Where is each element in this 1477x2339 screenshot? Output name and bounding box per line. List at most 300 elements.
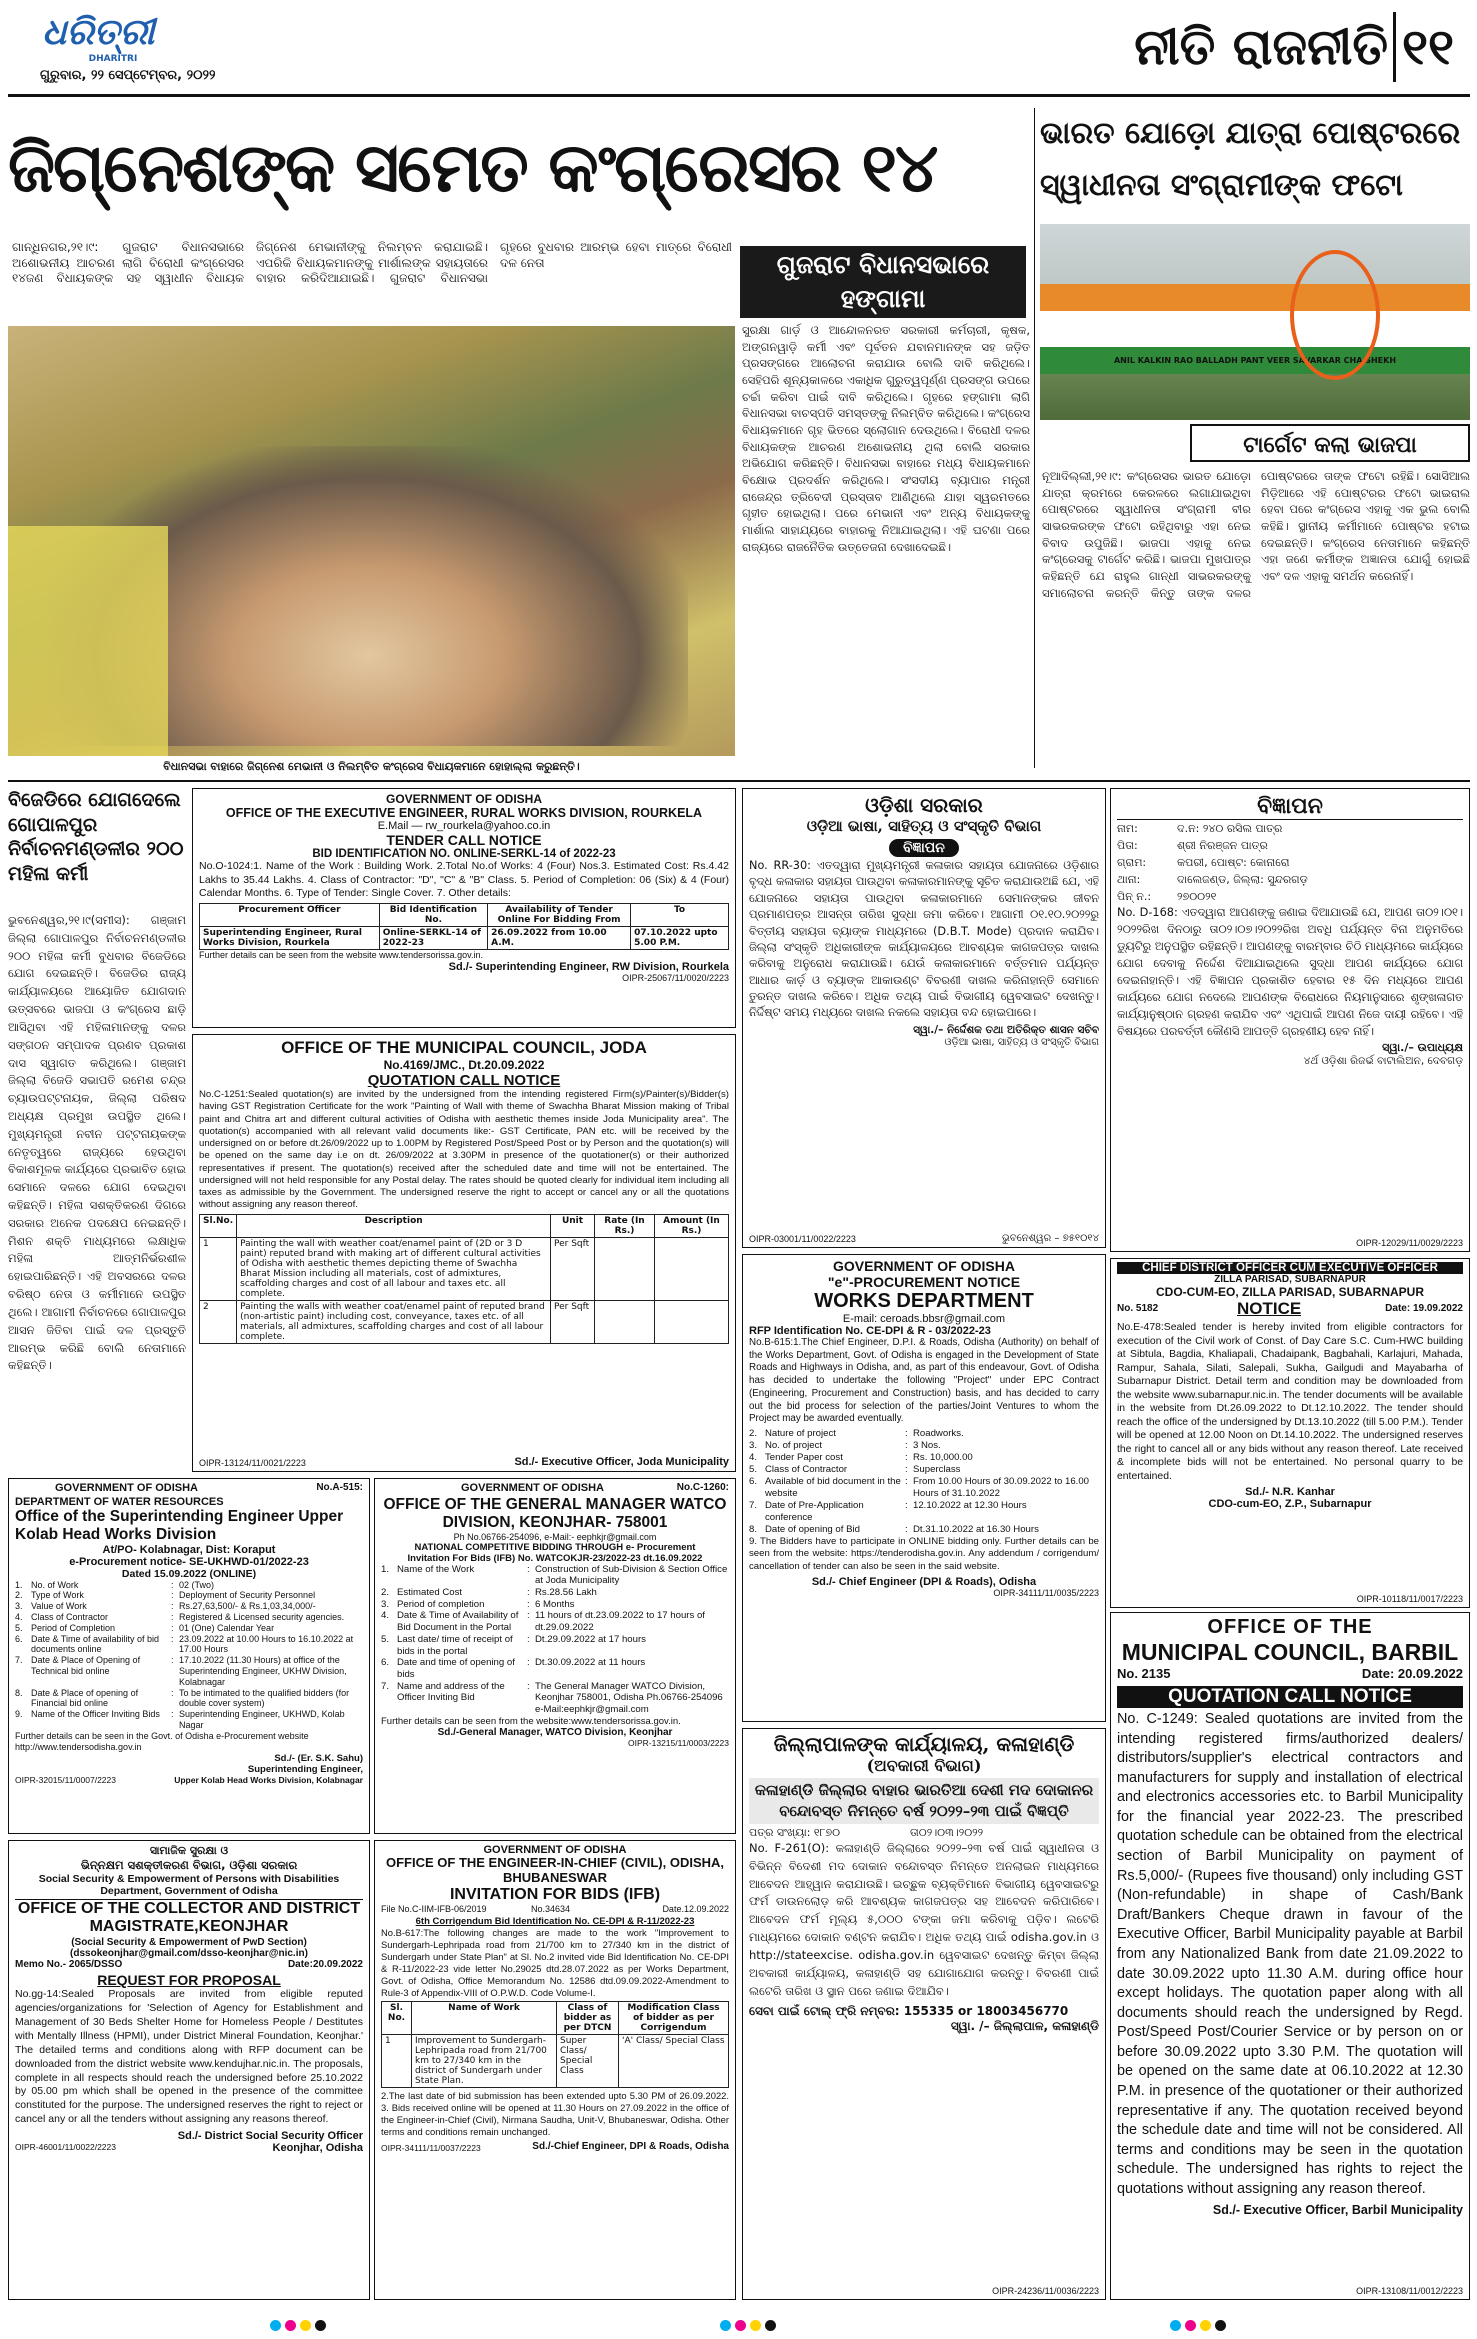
detail-cell: Available of bid document in the website bbox=[765, 1476, 901, 1500]
joda-oipr: OIPR-13124/11/0021/2223 bbox=[199, 1458, 306, 1468]
detail-cell: 5. bbox=[381, 1633, 390, 1645]
rwd-body: No.O-1024:1. Name of the Work : Building Work. 2.Total No.of Works: 4 (Four) Nos.3. Estimated Cost: Rs.4.42 Lakhs to 35.44 Lakhs. 4. Class of Contractor: "D", "C" & "B" Class. 5. Period of Completion: 06 (Six) & 4 (Four) Calendar Months. 6. Type of Tender: Single Cover. 7. Other details: bbox=[199, 860, 729, 900]
watco-no: No.C-1260: bbox=[676, 1482, 729, 1493]
kalahandi-meta: ପତ୍ର ସଂଖ୍ୟା: ୧୮୭୦ ତା୦୨।୦୩।୨୦୨୨ bbox=[749, 1826, 984, 1839]
joda-td bbox=[595, 1237, 655, 1300]
detail-cell: 8. bbox=[749, 1524, 758, 1536]
keonjhar-email: (dssokeonjhar@gmail.com/dsso-keonjhar@nic.in) bbox=[70, 1947, 308, 1959]
detail-cell: Nature of project bbox=[765, 1428, 836, 1440]
detail-cell: From 10.00 Hours of 30.09.2022 to 16.00 Hours of 31.10.2022 bbox=[913, 1476, 1089, 1500]
kolab-sign: Sd./- (Er. S.K. Sahu) bbox=[274, 1753, 363, 1765]
rwd-th: Bid Identification No. bbox=[379, 903, 487, 926]
subarnapur-oipr: OIPR-10118/11/0017/2223 bbox=[1356, 1594, 1463, 1604]
detail-cell: : bbox=[905, 1428, 908, 1440]
detail-cell: Superclass bbox=[913, 1464, 961, 1476]
detail-cell: 2. bbox=[15, 1590, 23, 1601]
value: ୨୭୦୦୨୧ bbox=[1177, 890, 1217, 904]
detail-cell: 6. bbox=[15, 1633, 23, 1644]
detail-cell: : bbox=[171, 1655, 174, 1666]
detail-row bbox=[381, 1681, 729, 1716]
subarnapur-no: No. 5182 bbox=[1117, 1303, 1159, 1314]
bigyapan-oipr: OIPR-12029/11/0029/2223 bbox=[1356, 1238, 1463, 1248]
label: ନାମ: bbox=[1117, 822, 1138, 835]
joda-th: Amount (In Rs.) bbox=[655, 1214, 729, 1237]
rwd-oipr: OIPR-25067/11/0020/2223 bbox=[622, 973, 729, 984]
kalahandi-phone: ସେବା ପାଇଁ ଟୋଲ୍ ଫ୍ରି ନମ୍ବର: 155335 or 18003456770 bbox=[749, 2004, 1069, 2019]
detail-cell: 17.10.2022 (11.30 Hours) at office of the Superintending Engineer, UKHW Division, Kolabnagar bbox=[179, 1655, 347, 1687]
keonjhar-oipr: OIPR-46001/11/0022/2223 bbox=[15, 2142, 116, 2153]
detail-cell: : bbox=[527, 1610, 530, 1622]
rwd-gov: GOVERNMENT OF ODISHA bbox=[385, 792, 542, 806]
rwd-office: OFFICE OF THE EXECUTIVE ENGINEER, RURAL WORKS DIVISION, ROURKELA bbox=[225, 806, 703, 820]
keonjhar-l2: ଭିନ୍ନକ୍ଷମ ସଶକ୍ତୀକରଣ ବିଭାଗ, ଓଡ଼ିଶା ସରକାର bbox=[80, 1858, 298, 1872]
lead-photo bbox=[8, 326, 735, 756]
detail-cell: Estimated Cost bbox=[397, 1587, 463, 1599]
detail-cell: Registered & Licensed security agencies. bbox=[179, 1612, 345, 1623]
joda-office: OFFICE OF THE MUNICIPAL COUNCIL, JODA bbox=[281, 1038, 647, 1057]
detail-cell: Date & Place of Opening of Technical bid online bbox=[31, 1655, 141, 1676]
detail-cell: Class of Contractor bbox=[765, 1464, 848, 1476]
eic-td: Improvement to Sundergarh-Lephripada road from 21/700 km to 27/340 km in the district of Sundergarh under State Plan. bbox=[412, 2035, 557, 2088]
left-story-body: ଭୁବନେଶ୍ୱର,୨୧।୯(ସମୀସ): ଗଞ୍ଜାମ ଜିଲ୍ଲା ଗୋପାଳପୁର ନିର୍ବାଚନମଣ୍ଡଳୀର ୨୦୦ ମହିଳା କର୍ମୀ ବୁଧବାର ବିଜେଡିରେ ଯୋଗ ଦେଇଛନ୍ତି। ବିଜେଡିର ରାଜ୍ୟ କାର୍ଯ୍ୟାଳୟରେ ଆୟୋଜିତ ଯୋଗଦାନ ଉତ୍ସବରେ ଭାଜପା ଓ କଂଗ୍ରେସ ଛାଡ଼ି ଆସିଥିବା ଏହି ମହିଳାମାନଙ୍କୁ ଦଳର ସଙ୍ଗଠନ ସମ୍ପାଦକ ପ୍ରଣବ ପ୍ରକାଶ ଦାସ ସ୍ୱାଗତ କରିଥିଲେ। ଗଞ୍ଜାମ ଜିଲ୍ଲା ବିଜେଡି ସଭାପତି ରମେଶ ଚନ୍ଦ୍ର ଚ୍ୟାଉପଟ୍ଟନାୟକ, ଜିଲ୍ଲା ପରିଷଦ ଅଧ୍ୟକ୍ଷ ପ୍ରମୁଖ ଉପସ୍ଥିତ ଥିଲେ। ମୁଖ୍ୟମନ୍ତ୍ରୀ ନବୀନ ପଟ୍ଟନାୟକଙ୍କ ନେତୃତ୍ୱରେ ରାଜ୍ୟରେ ହେଉଥିବା ବିକାଶମୂଳକ କାର୍ଯ୍ୟରେ ପ୍ରଭାବିତ ହୋଇ ସେମାନେ ଦଳରେ ଯୋଗ ଦେଇଥିବା କହିଛନ୍ତି। ମହିଳା ସଶକ୍ତିକରଣ ଦିଗରେ ସରକାର ଅନେକ ପଦକ୍ଷେପ ନେଇଛନ୍ତି। ମିଶନ ଶକ୍ତି ମାଧ୍ୟମରେ ଲକ୍ଷାଧିକ ମହିଳା ଆତ୍ମନିର୍ଭରଶୀଳ ହୋଇପାରିଛନ୍ତି। ଏହି ଅବସରରେ ଦଳର ବରିଷ୍ଠ ନେତା ଓ କର୍ମୀମାନେ ଉପସ୍ଥିତ ଥିଲେ। ଆଗାମୀ ନିର୍ବାଚନରେ ଗୋପାଳପୁର ଆସନ ଜିତିବା ପାଇଁ ଦଳ ପ୍ରସ୍ତୁତି ଆରମ୍ଭ କରିଛି ବୋଲି ନେତାମାନେ କହିଛନ୍ତି। bbox=[8, 913, 186, 1373]
kolab-sign2: Superintending Engineer, bbox=[247, 1764, 363, 1776]
detail-cell: : bbox=[171, 1633, 174, 1644]
odia-gov: ଓଡ଼ିଶା ସରକାର bbox=[865, 793, 983, 817]
detail-cell: 23.09.2022 at 10.00 Hours to 16.10.2022 at 17.00 Hours bbox=[179, 1633, 354, 1655]
detail-cell: 9. bbox=[15, 1709, 23, 1720]
detail-cell: No. of project bbox=[765, 1440, 823, 1452]
watco-notice bbox=[374, 1478, 736, 1834]
eic-th: Sl. No. bbox=[382, 2002, 412, 2035]
works-sign: Sd./- Chief Engineer (DPI & Roads), Odisha bbox=[811, 1576, 1037, 1589]
watco-further: Further details can be seen from the website:www.tendersorissa.gov.in. bbox=[381, 1715, 681, 1727]
eic-date: Date.12.09.2022 bbox=[662, 1903, 729, 1914]
detail-cell: 7. bbox=[749, 1500, 758, 1512]
detail-cell: 02 (Two) bbox=[179, 1579, 215, 1590]
photo-sign-shape bbox=[8, 526, 168, 756]
eic-th: Name of Work bbox=[412, 2002, 557, 2035]
detail-row bbox=[381, 1564, 729, 1587]
detail-row bbox=[15, 1580, 363, 1591]
keonjhar-office: OFFICE OF THE COLLECTOR AND DISTRICT MAGISTRATE,KEONJHAR bbox=[15, 1899, 363, 1937]
detail-cell: : bbox=[527, 1657, 530, 1669]
barbil-no: No. 2135 bbox=[1117, 1666, 1171, 1681]
kolab-further: Further details can be seen in the Govt. of Odisha e-Procurement website http://www.tendersodisha.gov.in bbox=[15, 1730, 309, 1753]
barbil-office2: MUNICIPAL COUNCIL, BARBIL bbox=[1121, 1639, 1459, 1665]
detail-cell: 5. bbox=[749, 1464, 758, 1476]
value: ଦ.ନ: ୨୪୦ ରସିଲ ପାତ୍ର bbox=[1177, 822, 1283, 835]
detail-cell: 6. bbox=[381, 1657, 390, 1669]
detail-cell: 8. bbox=[15, 1687, 23, 1698]
works-title: "e"-PROCUREMENT NOTICE bbox=[827, 1274, 1021, 1290]
detail-cell: Date & Time of Availability of Bid Document in the Portal bbox=[397, 1610, 519, 1634]
detail-row bbox=[15, 1612, 363, 1623]
detail-cell: : bbox=[905, 1524, 908, 1536]
logo: ଧରିତ୍ରୀ bbox=[42, 11, 155, 53]
detail-cell: : bbox=[527, 1680, 530, 1692]
works-email: E-mail: ceroads.bbsr@gmail.com bbox=[842, 1313, 1006, 1325]
barbil-body: No. C-1249: Sealed quotations are invited from the intending registered firms/authorized dealers/ distributors/supplier's electrical contractors and manufacturers for supply and installation of electrical and electronics accessories etc. to Barbil Municipality for the financial year 2022-23. The prescribed quotation schedule can be obtained from the electrical section of Barbil Municipality on payment of Rs.5,000/- (Rupees five thousand) only including GST (Non-refundable) in shape of Cash/Bank Draft/Bankers Cheque drawn in favour of the Executive Officer, Barbil Municipality payable at Barbil from any Nationalized Bank from date 21.09.2022 to date 30.09.2022 upto 11.30 A.M. during office hour except holidays. The quotation paper along with all documents should reach the undersigned by Regd. Post/Speed Post/Courier Service or by person on or before 30.09.2022 upto 3.30 P.M. The quotation will be opened on the same date at 06.10.2022 at 12.30 P.M. in presence of the quotationer or their authorized representative if any. The quotation received beyond the schedule date and time will not be considered. All terms and conditions may be seen in the quotation schedule. The undersigned has rights to reject the quotations without assigning any reason thereof. bbox=[1117, 1711, 1463, 2197]
bigyapan-sign: ସ୍ୱା./– ଉପାଧ୍ୟକ୍ଷ bbox=[1382, 1040, 1463, 1054]
watco-ncb: NATIONAL COMPETITIVE BIDDING THROUGH e- Procurement bbox=[414, 1541, 696, 1553]
detail-row bbox=[15, 1655, 363, 1687]
joda-td: Painting the walls with weather coat/enamel paint of reputed brand (non-artistic paint) including cost, conveyance, taxes etc. of all materials, all admixtures, scaffolding charges and cost of all labour complete. bbox=[237, 1300, 551, 1343]
logo-sub: DHARITRI bbox=[88, 54, 138, 64]
label: ପିନ୍ ନ.: bbox=[1117, 890, 1152, 904]
poster-headline: ଭାରତ ଯୋଡ଼ୋ ଯାତ୍ରା ପୋଷ୍ଟରରେ ସ୍ୱାଧୀନତା ସଂଗ୍ରାମୀଙ୍କ ଫଟୋ bbox=[1040, 116, 1461, 203]
detail-row bbox=[381, 1587, 729, 1599]
works-oipr: OIPR-34111/11/0035/2223 bbox=[993, 1588, 1099, 1599]
barbil-title: QUOTATION CALL NOTICE bbox=[1117, 1686, 1463, 1708]
barbil-notice bbox=[1110, 1612, 1470, 2300]
joda-body: No.C-1251:Sealed quotation(s) are invited by the undersigned from the intending registered Firm(s)/Painter(s)/Bidder(s) having GST Registration Certificate for the work "Painting of Wall with theme of Swachha Bharat Mission making of Tribal paint and Chitra art and different cultural activities of Odisha with aesthetic themes inside Joda Municipality area". The quotation(s) accompanied with all relevant valid documents like:- GST Certificate, PAN etc. will be received by the undersigned on or before dt.26/09/2022 up to 1.00PM by Registered Post/Speed Post or by Person and the quotation(s) will be opened on the same day i.e on dt. 26/09/2022 at 3.30PM in presence of the quotationer(s) or their authorized representatives if present. The quotation(s) received after the scheduled date and time will not be entertained. The undersigned will not held responsible for any Postal delay. The rates should be quoted clearly for individual item including all taxes as admissible by the Government. The undersigned reserve the right to accept or cancel any or all the quotations without assigning any reason thereof. bbox=[199, 1089, 729, 1211]
issue-date: ଗୁରୁବାର, ୨୨ ସେପ୍ଟେମ୍ବର, ୨୦୨୨ bbox=[40, 68, 216, 83]
kolab-ep: e-Procurement notice- SE-UKHWD-01/2022-23 bbox=[69, 1555, 309, 1568]
eic-no: No.34634 bbox=[531, 1903, 571, 1914]
eic-td: 'A' Class/ Special Class bbox=[619, 2035, 729, 2088]
lead-photo-caption: ବିଧାନସଭା ବାହାରେ ଜିଗ୍ନେଶ ମେଭାନୀ ଓ ନିଲମ୍ବିତ କଂଗ୍ରେସ ବିଧାୟକମାନେ ହୋହାଲ୍ଲା କରୁଛନ୍ତି। bbox=[163, 760, 580, 773]
joda-td bbox=[655, 1300, 729, 1343]
bigyapan-body: No. D-168: ଏତଦ୍ୱାରା ଆପଣଙ୍କୁ ଜଣାଇ ଦିଆଯାଉଛି ଯେ, ଆପଣ ତା୦୨।୦୧।୨୦୨୨ରିଖ ଦିନଠାରୁ ତା୦୨।୦୭।୨୦୨୨ରିଖ ଅବଧି ପର୍ଯ୍ୟନ୍ତ ବିନା ଅନୁମତିରେ ଡ୍ୟୁଟିରୁ ଅନୁପସ୍ଥିତ ରହିଛନ୍ତି। ଆପଣଙ୍କୁ ବାରମ୍ବାର ଚିଠି ମାଧ୍ୟମରେ କାର୍ଯ୍ୟରେ ଯୋଗ ଦେବାକୁ ନିର୍ଦ୍ଦେଶ ଦିଆଯାଇଥିଲେ ସୁଦ୍ଧା ଆପଣ କାର୍ଯ୍ୟରେ ଯୋଗ ଦେଇନାହାନ୍ତି। ଏହି ବିଜ୍ଞାପନ ପ୍ରକାଶିତ ହେବାର ୧୫ ଦିନ ମଧ୍ୟରେ ଆପଣ କାର୍ଯ୍ୟରେ ଯୋଗ ନଦେଲେ ଆପଣଙ୍କ ବିରୋଧରେ ନିୟମାନୁସାରେ ଶୃଙ୍ଖଳାଗତ କାର୍ଯ୍ୟାନୁଷ୍ଠାନ ଗ୍ରହଣ କରାଯିବ ଏବଂ ଏଥିପାଇଁ ଆପଣ ନିଜେ ଦାୟୀ ରହିବେ। ଏହି ବିଷୟରେ ପରବର୍ତ୍ତୀ କୌଣସି ଆପତ୍ତି ଗ୍ରହଣୀୟ ହେବ ନାହିଁ। bbox=[1117, 906, 1463, 1038]
detail-cell: 2. bbox=[381, 1587, 390, 1599]
highlight-circle bbox=[1290, 250, 1380, 380]
detail-row bbox=[749, 1500, 1099, 1524]
color-registration-marks bbox=[0, 2318, 1477, 2334]
subarnapur-title: CHIEF DISTRICT OFFICER CUM EXECUTIVE OFFICER bbox=[1117, 1262, 1463, 1274]
works-gov: GOVERNMENT OF ODISHA bbox=[832, 1258, 1015, 1274]
detail-cell: 3 Nos. bbox=[913, 1440, 941, 1452]
detail-cell: 12.10.2022 at 12.30 Hours bbox=[913, 1500, 1027, 1512]
works-rfp: RFP Identification No. CE-DPI & R - 03/2022-23 bbox=[749, 1325, 991, 1337]
detail-cell: Date & Time of availability of bid documents online bbox=[31, 1633, 160, 1655]
detail-cell: Period of Completion bbox=[31, 1622, 116, 1633]
odia-sign2: ଓଡ଼ିଆ ଭାଷା, ସାହିତ୍ୟ ଓ ସଂସ୍କୃତି ବିଭାଗ bbox=[944, 1036, 1099, 1048]
keonjhar-en: Social Security & Empowerment of Persons with Disabilities Department, Government of Odisha bbox=[38, 1873, 340, 1897]
keonjhar-body: No.gg-14:Sealed Proposals are invited from eligible reputed agencies/organizations for 'Selection of Agency for Establishment and Management of 30 Beds Shelter Home for Homeless People / Destitutes with Mentally Illness (HPMI), under District Mineral Foundation, Keonjhar.' The detailed terms and conditions along with RFP document can be downloaded from the district website www.kendujhar.nic.in. The proposals, complete in all respects should reach the undersigned before 25.10.2022 by 05.00 pm which shall be opened in the presence of the committee constituted for the purpose. The undersigned reserves the right to reject or cancel any or all the tenders without assigning any reasons thereof. bbox=[15, 1987, 363, 2126]
detail-cell: 3. bbox=[381, 1598, 390, 1610]
detail-cell: Name and address of the Officer Inviting Bid bbox=[397, 1680, 505, 1704]
rwd-th: Availability of Tender Online For Bidding From bbox=[488, 903, 631, 926]
detail-cell: Class of Contractor bbox=[31, 1612, 109, 1623]
joda-td: 1 bbox=[200, 1237, 237, 1300]
section-title: ନୀତି ରାଜନୀତି bbox=[1134, 17, 1388, 76]
joda-title: QUOTATION CALL NOTICE bbox=[367, 1072, 561, 1089]
watco-oipr: OIPR-13215/11/0003/2223 bbox=[628, 1737, 729, 1748]
detail-row bbox=[381, 1657, 729, 1680]
masthead-rule bbox=[8, 94, 1470, 97]
joda-td bbox=[655, 1237, 729, 1300]
eic-file: File No.C-IIM-IFB-06/2019 bbox=[381, 1903, 487, 1914]
detail-cell: 5. bbox=[15, 1622, 23, 1633]
watco-sign: Sd./-General Manager, WATCO Division, Keonjhar bbox=[437, 1726, 673, 1738]
detail-row bbox=[749, 1524, 1099, 1536]
masthead bbox=[8, 6, 1468, 94]
eic-th: Modification Class of bidder as per Corrigendum bbox=[619, 2002, 729, 2035]
joda-notice bbox=[192, 1034, 736, 1472]
subarnapur-office: CDO-CUM-EO, ZILLA PARISAD, SUBARNAPUR bbox=[1156, 1285, 1424, 1299]
value: କପରୀ, ପୋଷ୍ଟ: କୋନାରୋ bbox=[1177, 856, 1290, 870]
detail-cell: Rs.28.56 Lakh bbox=[535, 1587, 597, 1599]
watco-ph: Ph No.06766-254096, e-Mail:- eephkjr@gmail.com bbox=[453, 1531, 657, 1542]
detail-row bbox=[381, 1599, 729, 1611]
keonjhar-l1: ସାମାଜିକ ସୁରକ୍ଷା ଓ bbox=[149, 1844, 229, 1857]
detail-cell: : bbox=[905, 1464, 908, 1476]
value: ଶ୍ରୀ ନିରଞ୍ଜନ ପାତ୍ର bbox=[1177, 839, 1268, 853]
lead-column-text: ସୁରକ୍ଷା ଗାର୍ଡ଼ ଓ ଆନ୍ଦୋଳନରତ ସରକାରୀ କର୍ମଚାରୀ, କୃଷକ, ଅଙ୍ଗନୱାଡ଼ି କର୍ମୀ ଏବଂ ପୂର୍ବତନ ଯବାନମାନଙ୍କ ସହ ଜଡ଼ିତ ପ୍ରସଙ୍ଗରେ ଆଲୋଚନା କରାଯାଉ ବୋଲି ଦାବି କରିଥିଲେ। ସେହିପରି ଶୂନ୍ୟକାଳରେ ଏକାଧିକ ଗୁରୁତ୍ୱପୂର୍ଣ୍ଣ ପ୍ରସଙ୍ଗ ଉପରେ ଚର୍ଚ୍ଚା କରିବା ପାଇଁ ଦାବି କରିଥିଲେ। ଗୃହରେ ହଙ୍ଗାମା ଲାଗି ବିଧାନସଭା ବାଚସ୍ପତି ସମସ୍ତଙ୍କୁ ନିଲମ୍ବିତ କରିଥିଲେ। କଂଗ୍ରେସ ବିଧାୟକମାନେ ଗୃହ ଭିତରେ ସ୍ଲୋଗାନ ଦେଉଥିଲେ। ବିରୋଧୀ ଦଳର ବିଧାୟକଙ୍କ ଆଚରଣ ଅଶୋଭନୀୟ ଥିଲା ବୋଲି ସରକାର ଅଭିଯୋଗ କରିଛନ୍ତି। ବିଧାନସଭା ବାହାରେ ମଧ୍ୟ ବିଧାୟକମାନେ ବିକ୍ଷୋଭ ପ୍ରଦର୍ଶନ କରିଥିଲେ। ସଂସଦୀୟ ବ୍ୟାପାର ମନ୍ତ୍ରୀ ରାଜେନ୍ଦ୍ର ତ୍ରିବେଦୀ ପ୍ରସ୍ତାବ ଆଣିଥିଲେ ଯାହା ସ୍ୱରମତରେ ଗୃହୀତ ହୋଇଥିଲା। ପରେ ମେଭାନୀ ଏବଂ ଅନ୍ୟ ବିଧାୟକଙ୍କୁ ମାର୍ଶାଲ ସାହାଯ୍ୟରେ ବାହାରକୁ ନିଆଯାଇଥିଲା। ଏହି ଘଟଣା ପରେ ରାଜ୍ୟରେ ରାଜନୈତିକ ଉତ୍ତେଜନା ଦେଖାଦେଇଛି। bbox=[742, 323, 1030, 554]
rwd-th: To bbox=[631, 903, 729, 926]
detail-row bbox=[15, 1688, 363, 1710]
joda-th: Description bbox=[237, 1214, 551, 1237]
detail-cell: : bbox=[171, 1590, 174, 1601]
detail-row bbox=[381, 1634, 729, 1657]
detail-cell: Name of the Work bbox=[397, 1563, 475, 1575]
joda-td: 2 bbox=[200, 1300, 237, 1343]
watco-office: OFFICE OF THE GENERAL MANAGER WATCO DIVISION, KEONJHAR- 758001 bbox=[383, 1496, 727, 1531]
detail-cell: 2. bbox=[749, 1428, 758, 1440]
works-p9: 9. The Bidders have to participate in ONLINE bidding only. Further details can be seen from the website: https://tenderodisha.gov.in. Any addendum / corrigendum/ cancellation of tender can also be seen in the said website. bbox=[749, 1536, 1099, 1572]
rwd-td: 26.09.2022 from 10.00 A.M. bbox=[488, 926, 631, 949]
rwd-td: 07.10.2022 upto 5.00 P.M. bbox=[631, 926, 729, 949]
joda-th: Sl.No. bbox=[200, 1214, 237, 1237]
subarnapur-notice bbox=[1110, 1258, 1470, 1608]
eic-td: 1 bbox=[382, 2035, 412, 2088]
kolab-dated: Dated 15.09.2022 (ONLINE) bbox=[121, 1567, 257, 1580]
odia-body: No. RR-30: ଏତଦ୍ୱାରା ମୁଖ୍ୟମନ୍ତ୍ରୀ କଳାକାର ସହାୟତା ଯୋଜନାରେ ଓଡ଼ିଶାର ବୃଦ୍ଧ କଳାକାର ସହାୟତା ପାଉଥିବା କଳାକାରମାନଙ୍କୁ ସୂଚିତ କରାଯାଉଅଛି ଯେ, ଏହି ଯୋଜନାରେ ସହାୟତା ପାଉଥିବା କଳାକାରମାନେ ସେମାନଙ୍କର ଜୀବନ ପ୍ରମାଣପତ୍ର ଆସନ୍ତା ତାରିଖ ସୁଦ୍ଧା ଜମା କରିବେ। ଆଗାମୀ ୦୧.୧୦.୨୦୨୨ରୁ ବିତ୍ତୀୟ ସହାୟତା ବ୍ୟାଙ୍କ ମାଧ୍ୟମରେ (D.B.T. Mode) ପ୍ରଦାନ କରାଯିବ। ଜିଲ୍ଲା ସଂସ୍କୃତି ଅଧିକାରୀଙ୍କ କାର୍ଯ୍ୟାଳୟରେ ଆବଶ୍ୟକ କାଗଜପତ୍ର ଦାଖଲ କରିବାକୁ ଅନୁରୋଧ କରାଯାଉଛି। ଯେଉଁ କଳାକାରମାନେ ବର୍ତ୍ତମାନ ପର୍ଯ୍ୟନ୍ତ ଆଧାର କାର୍ଡ଼ ଓ ବ୍ୟାଙ୍କ ଆକାଉଣ୍ଟ ବିବରଣୀ ଦାଖଲ କରିନାହାନ୍ତି ସେମାନେ ତୁରନ୍ତ ଦାଖଲ କରିବେ। ଅଧିକ ତଥ୍ୟ ପାଇଁ ବିଭାଗୀୟ ୱେବସାଇଟ ଦେଖନ୍ତୁ। ନିର୍ଦ୍ଦିଷ୍ଟ ସମୟ ମଧ୍ୟରେ ଦାଖଲ ନକଲେ ସହାୟତା ବନ୍ଦ ହୋଇପାରେ। bbox=[749, 859, 1099, 1020]
detail-cell: : bbox=[905, 1476, 908, 1488]
kolab-notice bbox=[8, 1478, 370, 1834]
detail-cell: The General Manager WATCO Division, Keonjhar 758001, Odisha Ph.06766-254096 e-Mail:eephkjr@gmail.com bbox=[535, 1680, 723, 1716]
detail-cell: Date and time of opening of bids bbox=[397, 1657, 515, 1680]
subarnapur-body: No.E-478:Sealed tender is hereby invited from eligible contractors for execution of the Civil work of Const. of Day Care S.C. Cum-HWC building at Sibtula, Bagdia, Khaliapali, Chadaipank, Bagbahali, Karlajuri, Mahada, Rampur, Sahala, Silati, Salepali, Sukha, Gailgudi and Mayabarha of Subarnapur District. Detail term and condition may be downloaded from the website www.subarnapur.nic.in. The tender documents will be available in the website from Dt.26.09.2022 to Dt.12.10.2022. The tender should reach the office of the undersigned by Dt.13.10.2022 (till 5.00 P.M.). Tender will be opened at 12.00 Noon on Dt.14.10.2022. The undersigned reserves the right to cancel all or any bids without any reason thereof. Late received & incomplete bids will not be entertained. No personal quarry to be entertained. bbox=[1117, 1322, 1463, 1482]
left-story-headline: ବିଜେଡିରେ ଯୋଗଦେଲେ ଗୋପାଳପୁର ନିର୍ବାଚନମଣ୍ଡଳୀର ୨୦୦ ମହିଳା କର୍ମୀ bbox=[8, 789, 184, 886]
subarnapur-label: NOTICE bbox=[1237, 1299, 1302, 1318]
barbil-oipr: OIPR-13108/11/0012/2223 bbox=[1356, 2286, 1463, 2296]
detail-cell: Type of Work bbox=[31, 1590, 84, 1601]
eic-title: INVITATION FOR BIDS (IFB) bbox=[449, 1885, 661, 1903]
eic-td: Super Class/ Special Class bbox=[557, 2035, 619, 2088]
eic-sign: Sd./-Chief Engineer, DPI & Roads, Odisha bbox=[532, 2141, 729, 2153]
odia-place: ଭୁବନେଶ୍ୱର – ୭୫୧୦୧୪ bbox=[1002, 1233, 1099, 1244]
eic-oipr: OIPR-34111/11/0037/2223 bbox=[381, 2143, 481, 2154]
detail-cell: 1. bbox=[15, 1579, 23, 1590]
poster-body: ନୂଆଦିଲ୍ଲୀ,୨୧।୯: କଂଗ୍ରେସର ଭାରତ ଯୋଡ଼ୋ ଯାତ୍ରା କ୍ରମରେ କେରଳରେ ଲଗାଯାଇଥିବା ପୋଷ୍ଟରରେ ସ୍ୱାଧୀନତା ସଂଗ୍ରାମୀ ବୀର ସାଭରକରଙ୍କ ଫଟୋ ରହିଥିବାରୁ ଏହା ନେଇ ବିବାଦ ଉପୁଜିଛି। ଭାଜପା ଏହାକୁ ନେଇ କଂଗ୍ରେସକୁ ଟାର୍ଗେଟ କରିଛି। ଭାଜପା ମୁଖପାତ୍ର କହିଛନ୍ତି ଯେ ରାହୁଲ ଗାନ୍ଧୀ ସାଭରକରଙ୍କୁ ସମାଲୋଚନା କରନ୍ତି କିନ୍ତୁ ତାଙ୍କ ଦଳର ପୋଷ୍ଟରରେ ତାଙ୍କ ଫଟୋ ରହିଛି। ସୋସିଆଲ ମିଡ଼ିଆରେ ଏହି ପୋଷ୍ଟରର ଫଟୋ ଭାଇରାଲ ହେବା ପରେ କଂଗ୍ରେସ ଏହାକୁ ଏକ ଭୁଲ ବୋଲି କହିଛି। ସ୍ଥାନୀୟ କର୍ମୀମାନେ ପୋଷ୍ଟର ହଟାଇ ଦେଇଛନ୍ତି। କଂଗ୍ରେସ ନେତାମାନେ କହିଛନ୍ତି ଏହା ଜଣେ କର୍ମୀଙ୍କ ଅଜ୍ଞାନତା ଯୋଗୁଁ ହୋଇଛି ଏବଂ ଦଳ ଏହାକୁ ସମର୍ଥନ କରେନାହିଁ। bbox=[1042, 469, 1470, 600]
detail-row bbox=[749, 1428, 1099, 1440]
label: ଗ୍ରାମ: bbox=[1117, 856, 1147, 870]
kolab-office: Office of the Superintending Engineer Upper Kolab Head Works Division bbox=[15, 1508, 344, 1543]
barbil-date: Date: 20.09.2022 bbox=[1361, 1666, 1463, 1681]
detail-cell: : bbox=[905, 1452, 908, 1464]
rwd-th: Procurement Officer bbox=[200, 903, 380, 926]
subarnapur-sign2: CDO-cum-EO, Z.P., Subarnapur bbox=[1208, 1498, 1372, 1511]
detail-row bbox=[15, 1709, 363, 1731]
kolab-oipr: OIPR-32015/11/0007/2223 bbox=[15, 1775, 116, 1786]
joda-sign: Sd./- Executive Officer, Joda Municipality bbox=[514, 1456, 729, 1468]
page-number: ୧୧ bbox=[1393, 12, 1468, 82]
detail-cell: : bbox=[527, 1633, 530, 1645]
detail-row bbox=[15, 1601, 363, 1612]
detail-cell: 4. bbox=[381, 1610, 390, 1622]
detail-cell: : bbox=[527, 1587, 530, 1599]
subarnapur-sign: Sd./- N.R. Kanhar bbox=[1245, 1486, 1335, 1499]
eic-table bbox=[381, 2001, 729, 2088]
keonjhar-sign2: Keonjhar, Odisha bbox=[272, 2142, 363, 2155]
keonjhar-sub: (Social Security & Empowerment of PwD Section) bbox=[71, 1936, 307, 1948]
rwd-title: TENDER CALL NOTICE bbox=[386, 832, 542, 848]
rwd-sign: Sd./- Superintending Engineer, RW Division, Rourkela bbox=[448, 961, 729, 974]
poster-photo bbox=[1040, 224, 1470, 420]
detail-cell: Construction of Sub-Division & Section Office at Joda Municipality bbox=[535, 1563, 728, 1587]
detail-cell: : bbox=[905, 1500, 908, 1512]
keonjhar-title: REQUEST FOR PROPOSAL bbox=[97, 1971, 281, 1988]
detail-cell: Dt.31.10.2022 at 16.30 Hours bbox=[913, 1524, 1039, 1536]
kalahandi-sign: ସ୍ୱା. /– ଜିଲ୍ଲାପାଳ, କଳାହାଣ୍ଡି bbox=[950, 2019, 1099, 2034]
detail-cell: 6. bbox=[749, 1476, 758, 1488]
label: ଥାନା: bbox=[1117, 873, 1141, 887]
lead-headline: ଜିଗ୍ନେଶଙ୍କ ସମେତ କଂଗ୍ରେସର ୧୪ bbox=[8, 128, 937, 208]
keonjhar-date: Date:20.09.2022 bbox=[287, 1958, 363, 1970]
detail-cell: : bbox=[171, 1579, 174, 1590]
rwd-td: Online-SERKL-14 of 2022-23 bbox=[379, 926, 487, 949]
keonjhar-notice bbox=[8, 1840, 370, 2300]
odia-bhasa-notice bbox=[742, 788, 1106, 1248]
odia-dept: ଓଡ଼ିଆ ଭାଷା, ସାହିତ୍ୟ ଓ ସଂସ୍କୃତି ବିଭାଗ bbox=[806, 817, 1042, 835]
odia-label: ବିଜ୍ଞାପନ bbox=[889, 839, 959, 857]
barbil-sign: Sd./- Executive Officer, Barbil Municipality bbox=[1212, 2203, 1463, 2218]
kolab-sign3: Upper Kolab Head Works Division, Kolabnagar bbox=[174, 1775, 363, 1786]
odia-sign: ସ୍ୱା./– ନିର୍ଦ୍ଦେଶକ ତଥା ଅତିରିକ୍ତ ଶାସନ ସଚିବ bbox=[913, 1023, 1099, 1036]
eic-corr: 6th Corrigendum Bid Identification No. CE-DPI & R-11/2022-23 bbox=[415, 1915, 695, 1927]
detail-cell: Last date/ time of receipt of bids in the portal bbox=[397, 1633, 513, 1657]
column-rule bbox=[1034, 108, 1035, 768]
detail-cell: : bbox=[171, 1709, 174, 1720]
eic-th: Class of bidder as per DTCN bbox=[557, 2002, 619, 2035]
detail-cell: Value of Work bbox=[31, 1601, 87, 1612]
detail-cell: 4. bbox=[749, 1452, 758, 1464]
detail-cell: 7. bbox=[15, 1655, 23, 1666]
rwd-further: Further details can be seen from the website www.tendersorissa.gov.in. bbox=[199, 949, 483, 960]
detail-cell: No. of Work bbox=[31, 1579, 79, 1590]
kalahandi-sub: (ଅବକାରୀ ବିଭାଗ) bbox=[866, 1756, 982, 1775]
eic-gov: GOVERNMENT OF ODISHA bbox=[483, 1844, 627, 1856]
joda-no: No.4169/JMC., Dt.20.09.2022 bbox=[383, 1058, 545, 1072]
detail-row bbox=[381, 1610, 729, 1633]
kalahandi-title: ଜିଲ୍ଲାପାଳଙ୍କ କାର୍ଯ୍ୟାଳୟ, କଳାହାଣ୍ଡି bbox=[773, 1732, 1075, 1756]
detail-cell: : bbox=[171, 1612, 174, 1623]
lead-kicker: ଗୁଜରାଟ ବିଧାନସଭାରେ ହଙ୍ଗାମା bbox=[740, 246, 1026, 318]
joda-td: Per Sqft bbox=[551, 1300, 595, 1343]
kalahandi-oipr: OIPR-24236/11/0036/2223 bbox=[992, 2286, 1099, 2296]
detail-cell: 4. bbox=[15, 1612, 23, 1623]
watco-gov: GOVERNMENT OF ODISHA bbox=[461, 1482, 605, 1494]
works-notice bbox=[742, 1254, 1106, 1722]
works-dept: WORKS DEPARTMENT bbox=[814, 1290, 1034, 1312]
value: ଦାଲେଜଣ୍ଡ, ଜିଲ୍ଲା: ସୁନ୍ଦରଗଡ଼ bbox=[1177, 873, 1308, 887]
detail-cell: Rs. 10,000.00 bbox=[913, 1452, 973, 1464]
detail-cell: 6 Months bbox=[535, 1598, 575, 1610]
rwd-bid-no: BID IDENTIFICATION NO. ONLINE-SERKL-14 of 2022-23 bbox=[312, 848, 616, 860]
poster-subhead: ଟାର୍ଗେଟ କଲା ଭାଜପା bbox=[1190, 424, 1470, 462]
watco-rows bbox=[381, 1564, 729, 1716]
detail-row bbox=[749, 1452, 1099, 1464]
detail-cell: Tender Paper cost bbox=[765, 1452, 843, 1464]
detail-cell: Period of completion bbox=[397, 1598, 485, 1610]
detail-cell: : bbox=[905, 1440, 908, 1452]
detail-row bbox=[749, 1464, 1099, 1476]
subarnapur-date: Date: 19.09.2022 bbox=[1385, 1303, 1463, 1314]
eic-p2: 2.The last date of bid submission has been extended upto 5.30 PM of 26.09.2022. 3. Bids received online will be opened at 11.30 Hours on 27.09.2022 in the office of the Engineer-in-Chief (Civil), Nirmana Saudha, Unit-V, Bhubaneswar, Odisha. Other terms and conditions remain unchanged. bbox=[381, 2090, 729, 2138]
detail-cell: 1. bbox=[381, 1563, 390, 1575]
rwd-table bbox=[199, 903, 729, 950]
works-body: No.B-615:1.The Chief Engineer, D.P.I. & Roads, Odisha (Authority) on behalf of the Works Department, Govt. of Odisha is engaged in the Development of State Roads and Highways in Odisha, and, as part of this endeavour, Govt. of Odisha has decided to undertake the following "Project" under EPC Contract (Engineering, Procurement and Construction) basis, and has decided to carry out the bid process for selection of the parties/Joint Ventures to whom the Project may be awarded eventually. bbox=[749, 1337, 1099, 1425]
barbil-office1: OFFICE OF THE bbox=[1207, 1616, 1373, 1638]
keonjhar-sign: Sd./- District Social Security Officer bbox=[177, 2130, 363, 2143]
bigyapan-title: ବିଜ୍ଞାପନ bbox=[1117, 793, 1463, 820]
joda-td: Painting the wall with weather coat/enamel paint of (2D or 3 D paint) reputed brand with making art of different cultural activities of Odisha with aesthetic themes depicting theme of Swachha Bharat Mission including all materials, cost of admixtures, scaffolding charges and cost of all labour and taxes etc. all complete. bbox=[237, 1237, 551, 1300]
detail-cell: Date of Pre-Application conference bbox=[765, 1500, 864, 1524]
rwd-notice bbox=[192, 788, 736, 1028]
detail-cell: Dt.29.09.2022 at 17 hours bbox=[535, 1633, 646, 1645]
kolab-dept: DEPARTMENT OF WATER RESOURCES bbox=[15, 1496, 224, 1508]
detail-cell: : bbox=[171, 1601, 174, 1612]
kolab-rows bbox=[15, 1580, 363, 1731]
kalahandi-head: କଳାହାଣ୍ଡି ଜିଲ୍ଲାର ବାହାର ଭାରତିଆ ଦେଶୀ ମଦ ଦୋକାନର ବନ୍ଦୋବସ୍ତ ନିମନ୍ତେ ବର୍ଷ ୨୦୨୨–୨୩ ପାଇଁ ବିଜ୍ଞପ୍ତି bbox=[749, 1778, 1099, 1824]
detail-cell: 01 (One) Calendar Year bbox=[179, 1622, 275, 1633]
detail-row bbox=[15, 1634, 363, 1656]
kolab-no: No.A-515: bbox=[316, 1482, 363, 1493]
rwd-email: E.Mail — rw_rourkela@yahoo.co.in bbox=[377, 820, 551, 832]
label: ପିତା: bbox=[1117, 839, 1138, 853]
detail-cell: 3. bbox=[749, 1440, 758, 1452]
poster-banner-text: ANIL KALKIN RAO BALLADH PANT VEER SAVARKAR CHA SHEKH bbox=[1113, 356, 1397, 365]
kalahandi-body: No. F-261(O): କଳାହାଣ୍ଡି ଜିଲ୍ଲାରେ ୨୦୨୨–୨୩ ବର୍ଷ ପାଇଁ ସ୍ୱାଧୀନତା ଓ ବିଭିନ୍ନ ବିଦେଶୀ ମଦ ଦୋକାନ ବନ୍ଦୋବସ୍ତ ନିମନ୍ତେ ଅନଲାଇନ ମାଧ୍ୟମରେ ଆବେଦନ ଆହ୍ୱାନ କରାଯାଉଛି। ଇଚ୍ଛୁକ ବ୍ୟକ୍ତିମାନେ ବିଭାଗୀୟ ୱେବସାଇଟରୁ ଫର୍ମ ଡାଉନଲୋଡ଼ କରି ଆବଶ୍ୟକ କାଗଜପତ୍ର ସହ ଆବେଦନ କରିପାରିବେ। ଆବେଦନ ଫର୍ମ ମୂଲ୍ୟ ୫,୦୦୦ ଟଙ୍କା ଜମା କରିବାକୁ ପଡ଼ିବ। ଲଟେରି ମାଧ୍ୟମରେ ଦୋକାନ ବଣ୍ଟନ କରାଯିବ। ଅଧିକ ତଥ୍ୟ ପାଇଁ odisha.gov.in ଓ http://stateexcise. odisha.gov.in ୱେବସାଇଟ ଦେଖନ୍ତୁ କିମ୍ବା ଜିଲ୍ଲା ଅବକାରୀ କାର୍ଯ୍ୟାଳୟ, କଳାହାଣ୍ଡି ସହ ଯୋଗାଯୋଗ କରନ୍ତୁ। ବିବରଣୀ ପାଇଁ ଲଟେରି ତାରିଖ ଓ ସ୍ଥାନ ପରେ ଜଣାଇ ଦିଆଯିବ। bbox=[749, 1841, 1099, 1998]
detail-cell: 11 hours of dt.23.09.2022 to 17 hours of dt.29.09.2022 bbox=[535, 1610, 705, 1634]
detail-cell: : bbox=[527, 1563, 530, 1575]
bigyapan-sign2: ୪ର୍ଥ ଓଡ଼ିଶା ରିଜର୍ଭ ବାଟାଲିଅନ, ଦେବଗଡ଼ bbox=[1303, 1054, 1463, 1067]
works-rows bbox=[749, 1428, 1099, 1536]
detail-cell: 7. bbox=[381, 1680, 390, 1692]
bigyapan-notice bbox=[1110, 788, 1470, 1252]
detail-row bbox=[15, 1590, 363, 1601]
watco-ifb: Invitation For Bids (IFB) No. WATCOKJR-23/2022-23 dt.16.09.2022 bbox=[407, 1552, 703, 1564]
odia-oipr: OIPR-03001/11/0022/2223 bbox=[749, 1234, 856, 1244]
eic-notice bbox=[374, 1840, 736, 2300]
joda-th: Rate (In Rs.) bbox=[595, 1214, 655, 1237]
joda-td bbox=[595, 1300, 655, 1343]
detail-cell: Date of opening of Bid bbox=[765, 1524, 860, 1536]
detail-cell: : bbox=[527, 1598, 530, 1610]
eic-office: OFFICE OF THE ENGINEER-IN-CHIEF (CIVIL), ODISHA, BHUBANESWAR bbox=[386, 1855, 724, 1885]
keonjhar-memo: Memo No.- 2065/DSSO bbox=[15, 1958, 123, 1970]
detail-cell: Superintending Engineer, UKHWD, Kolab Nagar bbox=[179, 1709, 345, 1730]
detail-cell: Roadworks. bbox=[913, 1428, 964, 1440]
detail-cell: : bbox=[171, 1687, 174, 1698]
joda-td: Per Sqft bbox=[551, 1237, 595, 1300]
joda-table bbox=[199, 1214, 729, 1344]
subarnapur-sub: ZILLA PARISAD, SUBARNAPUR bbox=[1214, 1274, 1366, 1285]
joda-th: Unit bbox=[551, 1214, 595, 1237]
section-rule bbox=[8, 780, 1470, 782]
rwd-td: Superintending Engineer, Rural Works Division, Rourkela bbox=[200, 926, 380, 949]
kalahandi-notice bbox=[742, 1728, 1106, 2300]
detail-cell: Dt.30.09.2022 at 11 hours bbox=[535, 1657, 646, 1669]
detail-row bbox=[749, 1476, 1099, 1500]
eic-body: No.B-617:The following changes are made to the work "Improvement to Sundergarh-Lephripada road from 21/700 km to 27/340 km in the district of Sundergarh under State Plan" at Sl. No.2 invited vide Bid Identification No. CE-DPI & R-11/2022-23 vide letter No.29025 dtd.28.07.2022 as per Works Department, Govt. of Odisha, Office Memorandum No. 12586 dtd.09.09.2022-Amendment to Rule-3 of Appendix-VIII of O.P.W.D. Code Volume-I. bbox=[381, 1926, 729, 1999]
detail-cell: Deployment of Security Personnel bbox=[179, 1590, 316, 1601]
detail-cell: : bbox=[171, 1622, 174, 1633]
detail-row bbox=[749, 1440, 1099, 1452]
kolab-gov: GOVERNMENT OF ODISHA bbox=[55, 1482, 199, 1494]
lead-body: ଗାନ୍ଧିନଗର,୨୧।୯: ଗୁଜରାଟ ବିଧାନସଭାରେ ଅଶୋଭନୀୟ ଆଚରଣ ଲାଗି ବିରୋଧୀ କଂଗ୍ରେସର ୧୪ଜଣ ବିଧାୟକଙ୍କ ସହ ସ୍ୱାଧୀନ ବିଧାୟକ ଜିଗ୍ନେଶ ମେଭାନୀଙ୍କୁ ନିଲମ୍ବନ କରାଯାଇଛି। ଏପରିକି ବିଧାୟକମାନଙ୍କୁ ମାର୍ଶାଲଙ୍କ ସହାୟତାରେ ବାହାର କରିଦିଆଯାଇଛି। ଗୁଜରାଟ ବିଧାନସଭା ଗୃହରେ ବୁଧବାର ଆରମ୍ଭ ହେବା ମାତ୍ରେ ବିରୋଧୀ ଦଳ ନେତା bbox=[12, 240, 732, 286]
